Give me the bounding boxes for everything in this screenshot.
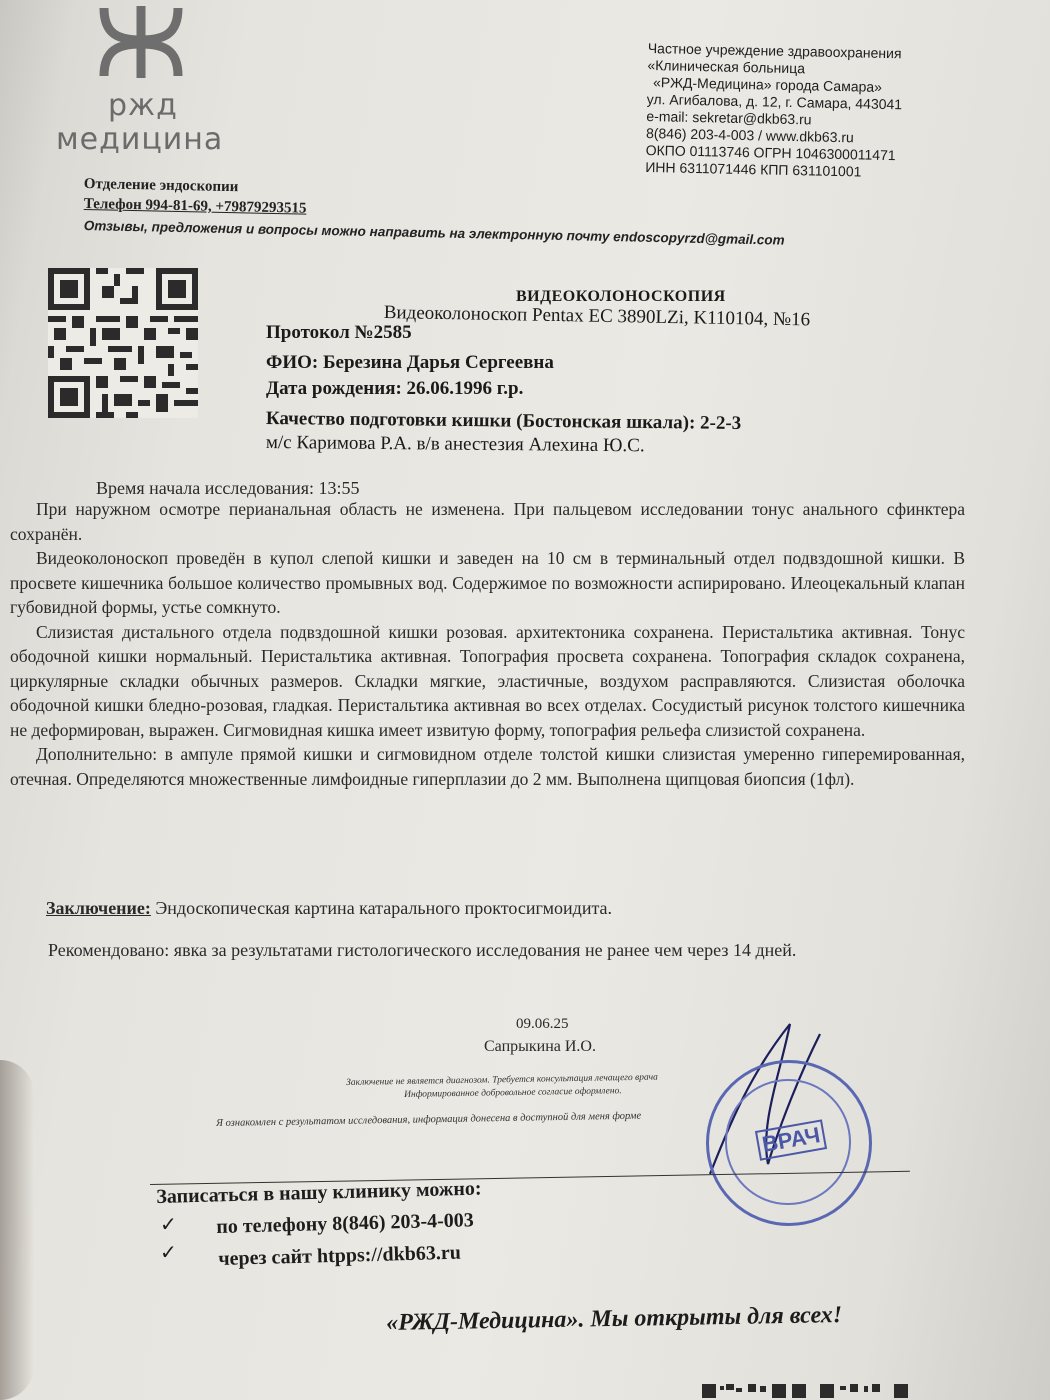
- org-line: e-mail: sekretar@dkb63.ru: [646, 107, 812, 128]
- consent-note: Информированное добровольное согласие оформлено.: [404, 1086, 622, 1100]
- org-line: ОКПО 01113746 ОГРН 1046300011471: [645, 141, 896, 164]
- signup-site: через сайт htpps://dkb63.ru: [218, 1241, 462, 1270]
- patient-name: ФИО: Березина Дарья Сергеевна: [266, 352, 554, 373]
- logo-line2: медицина: [56, 122, 224, 157]
- logo-line1: ржд: [108, 88, 178, 123]
- check-icon: ✓: [160, 1242, 177, 1264]
- org-line: ул. Агибалова, д. 12, г. Самара, 443041: [646, 90, 903, 113]
- staff-line: м/с Каримова Р.А. в/в анестезия Алехина Ю.С.: [265, 432, 645, 457]
- exam-paragraph: При наружном осмотре перианальная область не изменена. При пальцевом исследовании тонус анального сфинктера сохранён.: [10, 499, 965, 544]
- bottom-qr-codes-icon: [700, 1380, 920, 1400]
- doctor-stamp-icon: [706, 1060, 872, 1226]
- protocol-number: Протокол №2585: [266, 322, 412, 343]
- check-icon: ✓: [160, 1214, 177, 1236]
- prep-quality: Качество подготовки кишки (Бостонская шкала): 2-2-3: [265, 408, 742, 434]
- exam-paragraph: Дополнительно: в ампуле прямой кишки и сигмовидном отделе толстой кишки слизистая умеренно гиперемированная, отечная. Определяются множественные лимфоидные гиперплазии до 2 мм. Выполнена щипцовая биопсия (1фл).: [10, 744, 965, 789]
- org-line: ИНН 6311071446 КПП 631101001: [645, 158, 862, 180]
- birth-date: Дата рождения: 26.06.1996 г.р.: [266, 378, 524, 399]
- doctor-name: Сапрыкина И.О.: [484, 1038, 596, 1055]
- exam-date: 09.06.25: [516, 1016, 569, 1032]
- org-line: «Клиническая больница: [647, 56, 806, 77]
- department-phone: Телефон 994-81-69, +79879293515: [83, 196, 307, 217]
- org-line: «РЖД-Медицина» города Самара»: [652, 74, 883, 95]
- organization-block: [645, 40, 948, 182]
- stamp-word: ВРАЧ: [755, 1119, 827, 1160]
- exam-description: [10, 497, 965, 791]
- feedback-line: Отзывы, предложения и вопросы можно направить на электронную почту endoscopyrzd@gmail.com: [83, 218, 785, 248]
- exam-paragraph: Слизистая дистального отдела подвздошной кишки розовая. архитектоника сохранена. Перистальтика активная. Тонус ободочной кишки нормальный. Перистальтика активная. Топография просвета сохранена. Топография складок сохранена, циркулярные складки обычных размеров. Складки мягкие, эластичные, воздухом расправляются. Слизистая оболочка ободочной кишки бледно-розовая, гладкая. Перистальтика активная во всех отделах. Сосудистый рисунок толстого кишечника не деформирован, выражен. Сигмовидная кишка имеет извитую форму, топография рельефа слизистой сохранена.: [10, 621, 965, 740]
- finger-shadow: [0, 1060, 34, 1400]
- start-time: Время начала исследования: 13:55: [96, 478, 360, 498]
- org-line: Частное учреждение здравоохранения: [647, 40, 902, 62]
- acknowledge-note: Я ознакомлен с результатом исследования, информация донесена в доступной для меня форме: [216, 1110, 642, 1129]
- footer-slogan: «РЖД-Медицина». Мы открыты для всех!: [386, 1302, 843, 1336]
- org-line: 8(846) 203-4-003 / www.dkb63.ru: [645, 124, 854, 146]
- device-line: Видеоколоноскоп Pentax EC 3890LZi, K110104, №16: [383, 302, 811, 331]
- signup-phone: по телефону 8(846) 203-4-003: [216, 1209, 475, 1238]
- diagnosis-note: Заключение не является диагнозом. Требуется консультация лечащего врача: [346, 1072, 658, 1088]
- conclusion: [46, 898, 612, 919]
- rzd-logo-icon: [96, 6, 186, 78]
- department-name: Отделение эндоскопии: [83, 176, 239, 196]
- conclusion-label: Заключение:: [46, 898, 151, 918]
- qr-code-icon: [48, 268, 198, 418]
- recommendation: Рекомендовано: явка за результатами гистологического исследования не ранее чем через 14 дней.: [48, 940, 797, 960]
- signup-heading: Записаться в нашу клинику можно:: [156, 1177, 482, 1208]
- conclusion-text: Эндоскопическая картина катарального проктосигмоидита.: [150, 898, 613, 918]
- exam-paragraph: Видеоколоноскоп проведён в купол слепой кишки и заведен на 10 см в терминальный отдел подвздошной кишки. В просвете кишечника большое количество промывных вод. Содержимое по возможности аспирировано. Илеоцекальный клапан губовидной формы, устье сомкнуто.: [10, 548, 965, 617]
- procedure-title: ВИДЕОКОЛОНОСКОПИЯ: [516, 288, 726, 305]
